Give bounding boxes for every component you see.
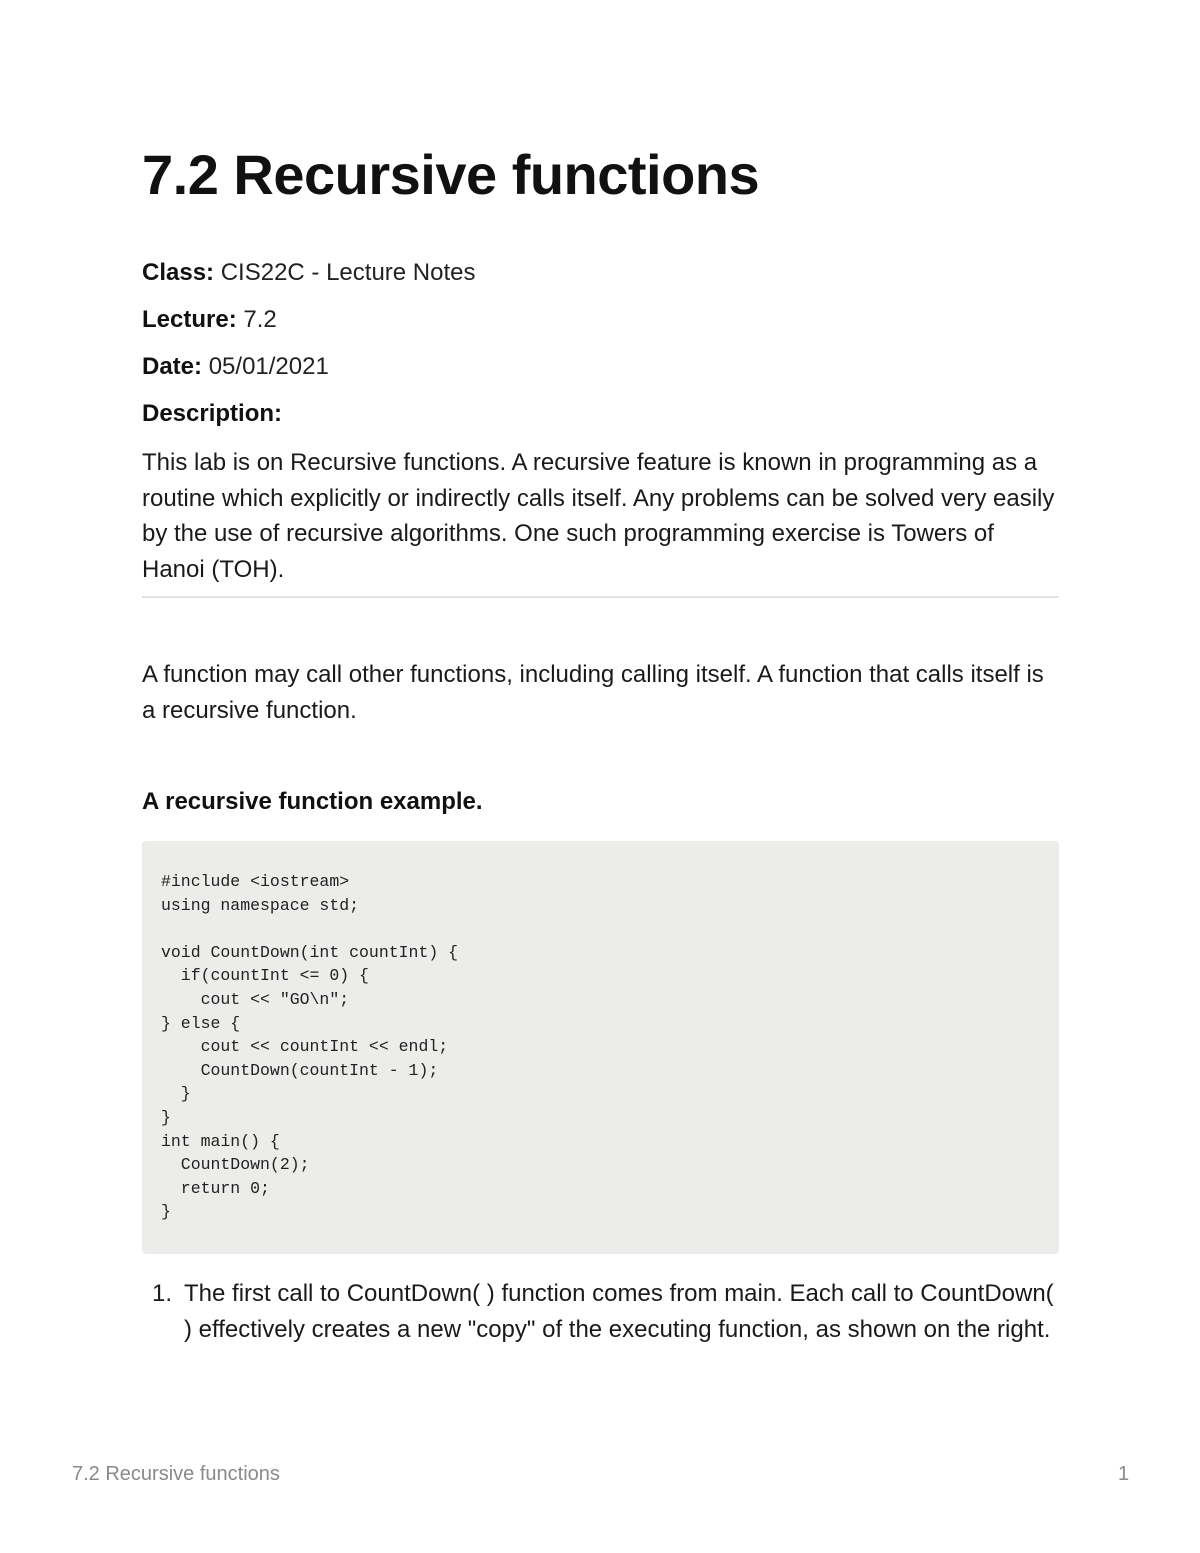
list-item-text: The first call to CountDown( ) function comes from main. Each call to CountDown( ) effectively creates a new "copy" of the executing function, as shown on the right.	[184, 1280, 1054, 1343]
divider	[142, 596, 1059, 598]
property-class: Class: CIS22C - Lecture Notes	[142, 259, 476, 286]
list-item-number: 1.	[152, 1280, 173, 1307]
description-text: This lab is on Recursive functions. A recursive feature is known in programming as a routine which explicitly or indirectly calls itself. Any problems can be solved very easily by the use of recursive algorithms. One such programming exercise is Towers of Hanoi (TOH).	[142, 449, 1055, 583]
property-date-value: 05/01/2021	[208, 353, 329, 380]
property-lecture-value: 7.2	[243, 306, 277, 333]
footer-title: 7.2 Recursive functions	[72, 1463, 280, 1485]
property-date-key: Date	[142, 353, 195, 380]
property-description: Description:	[142, 400, 283, 427]
example-heading: A recursive function example.	[142, 788, 483, 815]
property-class-value: CIS22C - Lecture Notes	[220, 259, 476, 286]
property-lecture: Lecture: 7.2	[142, 306, 277, 333]
page-title: 7.2 Recursive functions	[142, 143, 760, 206]
property-lecture-key: Lecture	[142, 306, 229, 333]
property-description-key: Description	[142, 400, 275, 427]
list-item	[142, 1276, 1059, 1347]
numbered-list	[142, 1276, 1059, 1347]
footer-page-number: 1	[1118, 1463, 1130, 1485]
property-class-key: Class	[142, 259, 207, 286]
code-block[interactable]	[142, 841, 1059, 1254]
intro-paragraph: A function may call other functions, including calling itself. A function that calls itself is a recursive function.	[142, 661, 1044, 724]
property-date: Date: 05/01/2021	[142, 353, 329, 380]
code-text: #include <iostream> using namespace std; void CountDown(int countInt) { if(countInt <= 0) { cout << "GO\n"; } else { cout << countInt << endl; CountDown(countInt - 1); } } int main() { CountDown(2); return 0; }	[161, 872, 459, 1222]
